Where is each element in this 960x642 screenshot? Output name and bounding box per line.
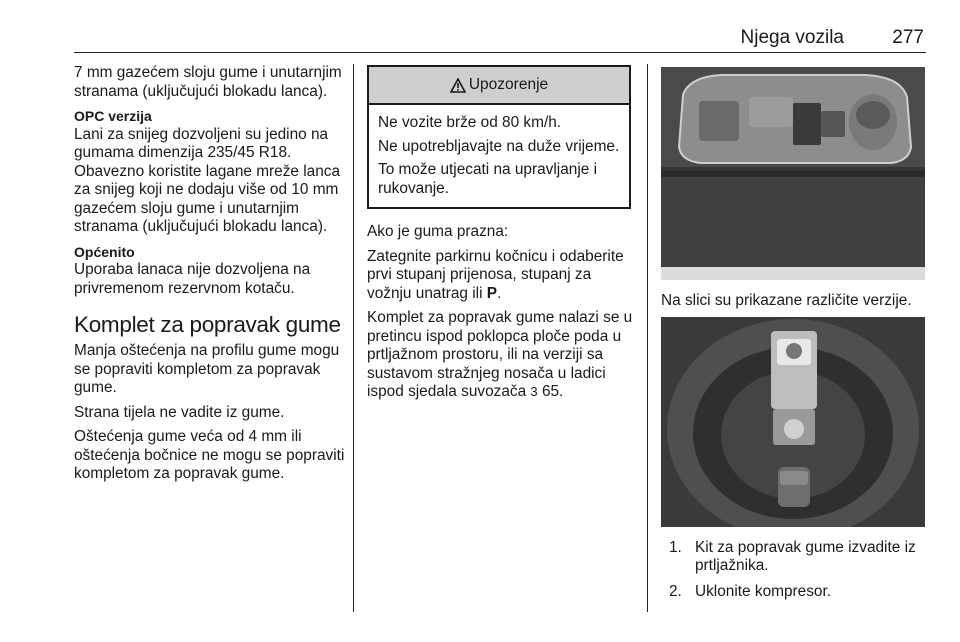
parking-instruction [367, 248, 633, 304]
photo-caption: Na slici su prikazane različite verzije. [661, 292, 912, 309]
warning-triangle-icon [450, 78, 466, 93]
general-subheading: Općenito [74, 243, 135, 260]
spare-wheel-photo-illustration [661, 317, 925, 527]
intro-paragraph: 7 mm gazećem sloju gume i unutarnjim stranama (uključujući blokadu lanca). [74, 64, 342, 100]
section-title: Njega vozila [740, 27, 844, 48]
parking-text: Zategnite parkirnu kočnicu i odaberite prvi stupanj prijenosa, stupanj za vožnju unatrag ili [367, 247, 624, 302]
list-item [661, 539, 927, 576]
page-number: 277 [892, 27, 924, 48]
spare-wheel-well-photo [661, 317, 925, 527]
kit-location-paragraph [367, 309, 633, 402]
warning-box [367, 65, 631, 209]
period: . [497, 284, 502, 302]
warning-line: Ne upotrebljavajte na duže vrijeme. [378, 137, 620, 155]
kit-location-text: Komplet za popravak gume nalazi se u pretincu ispod poklopca ploče poda u prtljažnom prostoru, ili na verziji sa sustavom stražnjeg nosača u ladici ispod sjedala suvozača [367, 309, 633, 400]
column-left [74, 64, 346, 490]
steps-list [661, 539, 927, 602]
column-middle [367, 64, 633, 408]
paragraph: Oštećenja gume veća od 4 mm ili oštećenja bočnice ne mogu se popraviti kompletom za popravak gume. [74, 428, 345, 482]
column-divider [353, 64, 354, 612]
opc-subheading: OPC verzija [74, 108, 152, 124]
step-number: 1. [669, 538, 682, 556]
column-divider [647, 64, 648, 612]
gear-letter: P [486, 284, 498, 302]
page-header [74, 24, 926, 53]
step-number: 2. [669, 582, 682, 600]
paragraph: Ako je guma prazna: [367, 223, 509, 240]
section-heading: Komplet za popravak gume [74, 312, 341, 337]
step-text: Kit za popravak gume izvadite iz prtljažnika. [695, 538, 916, 574]
warning-body [369, 105, 629, 207]
page-reference-icon: 3 [530, 384, 538, 399]
column-right [661, 64, 927, 608]
trunk-compartment-photo [661, 67, 925, 280]
warning-line: To može utjecati na upravljanje i rukovanje. [378, 161, 598, 197]
warning-title: Upozorenje [468, 75, 549, 93]
page-reference: 65. [541, 383, 564, 400]
warning-header [369, 67, 629, 105]
trunk-photo-illustration [661, 67, 925, 280]
step-text: Uklonite kompresor. [695, 582, 832, 600]
opc-paragraph: Lani za snijeg dozvoljeni su jedino na gumama dimenzija 235/45 R18. Obavezno koristite lagane mreže lanca za snijeg koji ne dodaju više od 10 mm gazećem sloju gume i unutarnjim stranama (uključujući blokadu lanca). [74, 125, 341, 235]
warning-line: Ne vozite brže od 80 km/h. [378, 114, 562, 131]
general-paragraph: Uporaba lanaca nije dozvoljena na privremenom rezervnom kotaču. [74, 261, 311, 297]
list-item [661, 583, 927, 602]
paragraph: Manja oštećenja na profilu gume mogu se popraviti kompletom za popravak gume. [74, 342, 340, 396]
paragraph: Strana tijela ne vadite iz gume. [74, 403, 285, 421]
